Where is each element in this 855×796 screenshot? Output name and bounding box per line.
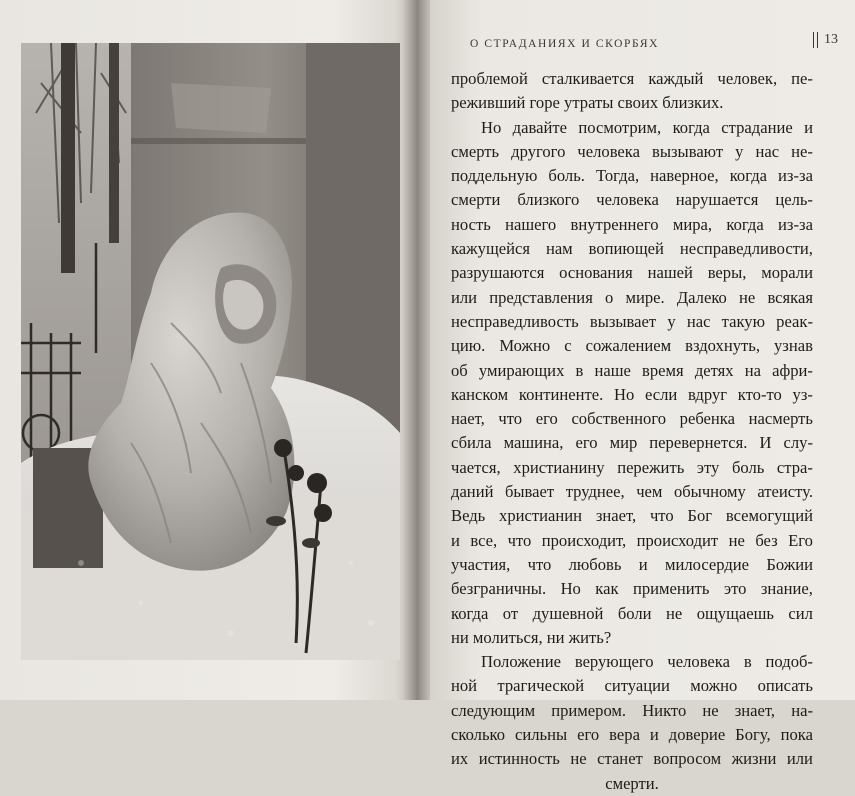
paragraph	[451, 650, 813, 796]
text-line: Но давайте посмотрим, когда страдание и	[481, 117, 813, 137]
text-line: следующим примером. Никто не знает, на-	[451, 700, 813, 720]
text-line: несправедливость вызывает у нас такую реак-	[451, 311, 813, 331]
text-line: реживший горе утраты своих близких.	[451, 93, 724, 113]
text-line: когда от душевной боли не ощущаешь сил	[451, 603, 813, 623]
paragraph	[451, 67, 813, 116]
running-head: О СТРАДАНИЯХ И СКОРБЯХ	[470, 38, 660, 50]
text-line: проблемой сталкивается каждый человек, пе-	[451, 69, 813, 88]
text-line: ни молиться, ни жить?	[451, 627, 612, 647]
text-line: поддельную боль. Тогда, наверное, когда из-за	[451, 166, 813, 186]
text-line: смерти близкого человека нарушается цель-	[451, 190, 813, 210]
page-number	[813, 32, 838, 48]
photo-mourning-statue	[21, 43, 400, 660]
text-line: кажущейся нам вопиющей несправедливости,	[451, 239, 813, 259]
text-line: сколько сильны его вера и доверие Богу, пока	[451, 725, 813, 745]
text-line: ной трагической ситуации можно описать	[451, 676, 813, 696]
text-line: их истинность не станет вопросом жизни или	[451, 749, 813, 769]
body-text	[451, 67, 813, 796]
text-line: или представления о мире. Далеко не всякая	[451, 287, 813, 307]
text-line: Ведь христианин знает, что Бог всемогущий	[451, 506, 813, 526]
text-line: цию. Можно с сожалением вздохнуть, узнав	[451, 336, 813, 356]
text-line: об умирающих в наше время детях на афри-	[451, 360, 813, 380]
text-line: даний бывает труднее, чем обычному атеисту.	[451, 482, 813, 502]
text-line: Положение верующего человека в подоб-	[481, 652, 813, 672]
text-line: канском континенте. Но если вдруг кто-то уз-	[451, 384, 813, 404]
text-line: ность нашего внутреннего мира, когда из-за	[451, 214, 813, 234]
text-line: чается, христианину пережить эту боль стра-	[451, 457, 813, 477]
text-line: нает, что его собственного ребенка насмерть	[451, 409, 813, 429]
text-line: безграничны. Но как применить это знание,	[451, 579, 813, 599]
text-line: участия, что любовь и милосердие Божии	[451, 554, 813, 574]
paragraph	[451, 116, 813, 651]
folio-mark	[813, 32, 818, 48]
text-line: сбила машина, его мир перевернется. И слу-	[451, 433, 813, 453]
page-number-text: 13	[824, 32, 838, 47]
text-line: смерти.	[605, 773, 659, 793]
text-line: разрушаются основания нашей веры, морали	[451, 263, 813, 283]
text-line: и все, что происходит, происходит не без Его	[451, 530, 813, 550]
text-line: смерть другого человека вызывают у нас не-	[451, 141, 813, 161]
